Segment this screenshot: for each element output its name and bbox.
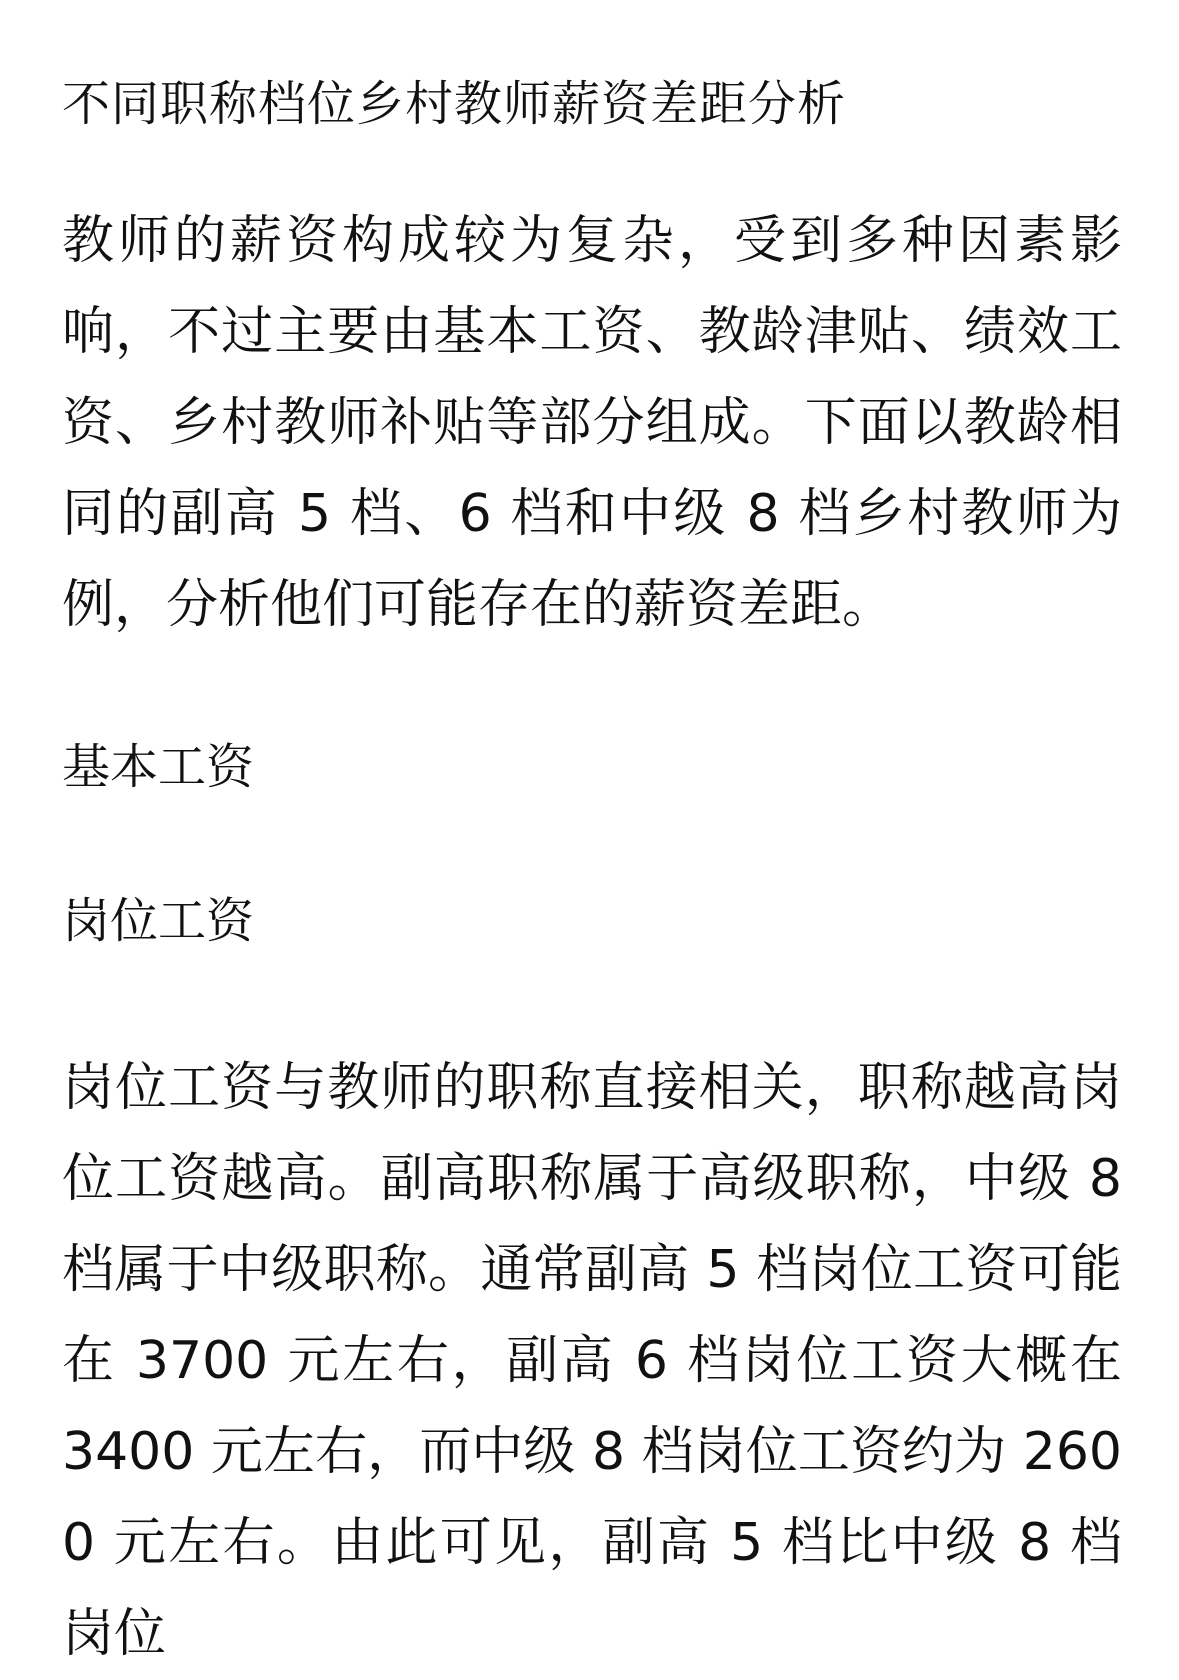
subsection-heading-post-salary: 岗位工资 [62, 893, 255, 949]
section-heading-basic-salary: 基本工资 [62, 739, 255, 795]
article-title: 不同职称档位乡村教师薪资差距分析 [62, 76, 847, 132]
post-salary-paragraph: 岗位工资与教师的职称直接相关，职称越高岗位工资越高。副高职称属于高级职称，中级 8 档属于中级职称。通常副高 5 档岗位工资可能在 3700 元左右，副高 6 档岗位工资大概在 3400 元左右，而中级 8 档岗位工资约为 2600 元左右。由此可见，副高 5 档比中级 8 档岗位 [62, 1058, 1122, 1664]
article [62, 72, 1122, 1680]
intro-paragraph: 教师的薪资构成较为复杂，受到多种因素影响，不过主要由基本工资、教龄津贴、绩效工资、乡村教师补贴等部分组成。下面以教龄相同的副高 5 档、6 档和中级 8 档乡村教师为例，分析他们可能存在的薪资差距。 [62, 211, 1122, 635]
